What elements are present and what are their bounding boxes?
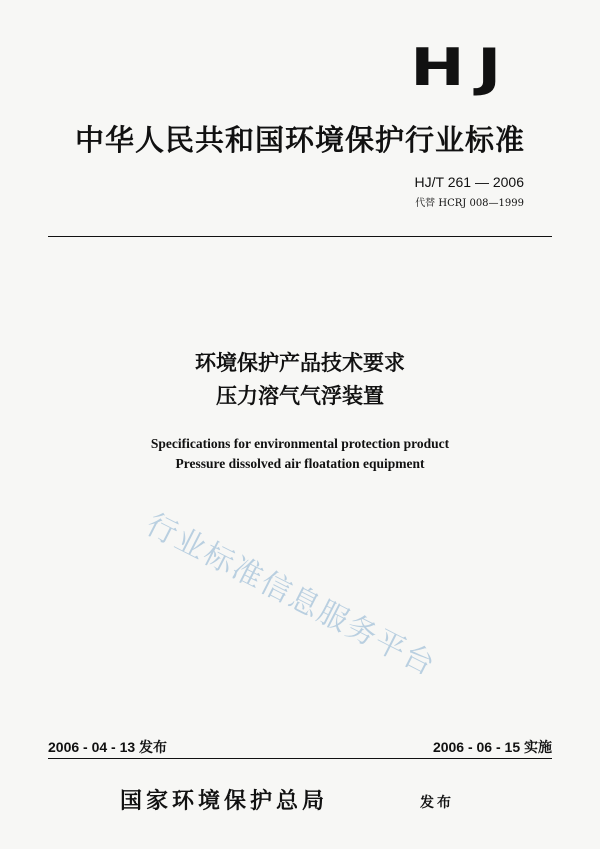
standard-code: HJ/T 261 — 2006: [414, 174, 524, 190]
implementation-date: 2006 - 06 - 15 实施: [432, 739, 552, 755]
title-en-line2: Pressure dissolved air floatation equipment: [175, 456, 425, 471]
issue-date: 2006 - 04 - 13 发布: [48, 739, 168, 755]
replaces-note: 代替 HCRJ 008—1999: [415, 198, 524, 209]
issuing-authority: 国家环境保护总局: [120, 789, 329, 814]
bottom-divider: [48, 758, 552, 759]
title-en-line1: Specifications for environmental protection product: [150, 436, 450, 451]
title-cn-line2: 压力溶气气浮装置: [216, 384, 384, 408]
title-cn-line1: 环境保护产品技术要求: [195, 351, 405, 375]
top-divider: [48, 236, 552, 237]
watermark: 行业标准信息服务平台: [140, 507, 442, 684]
hj-logo: HJ: [410, 38, 514, 98]
organization-title: 中华人民共和国环境保护行业标准: [74, 123, 525, 157]
publish-label: 发布: [420, 795, 454, 811]
